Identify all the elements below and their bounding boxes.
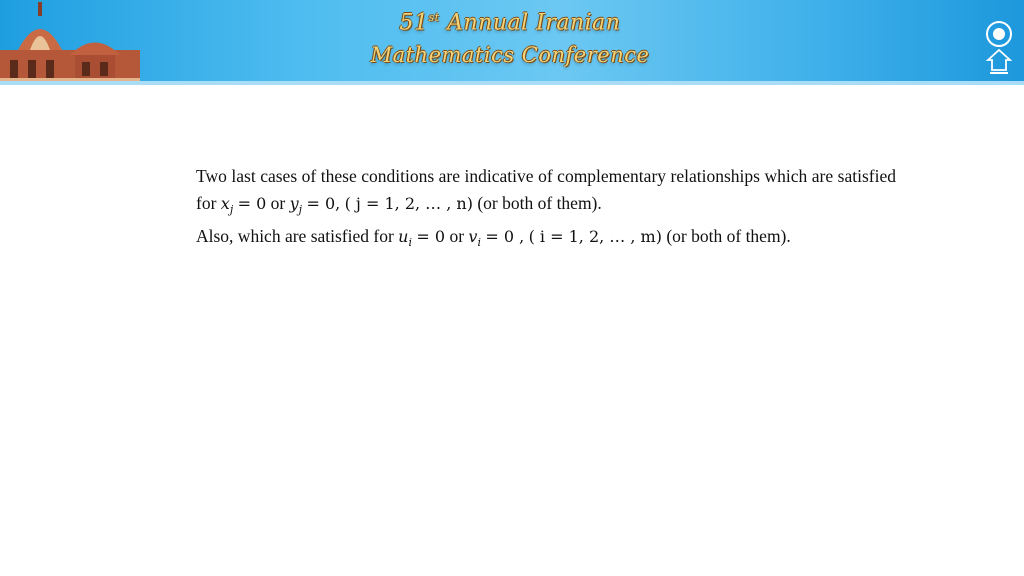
p2-or: or — [449, 226, 465, 246]
p1-or: or — [270, 192, 286, 213]
math-range-i: ( i = 1, 2, … , m) — [528, 227, 662, 246]
math-v: v — [468, 227, 478, 246]
math-eq0: = 0 — [237, 193, 267, 213]
math-y: y — [289, 193, 299, 213]
p2-text: Also, which are satisfied for — [196, 226, 394, 246]
p1-tail: (or both of them). — [477, 192, 602, 213]
math-x: x — [220, 193, 230, 213]
math-range-j: ( j = 1, 2, … , n) — [344, 193, 473, 213]
math-j-sub-2: j — [298, 202, 303, 216]
math-eq0-comma: = 0, — [306, 193, 341, 213]
math-u: u — [398, 227, 409, 246]
conference-title-line2: Mathematics Conference — [370, 43, 650, 68]
slide-body — [196, 163, 896, 257]
paragraph-complementary — [196, 163, 896, 257]
math-eq0-space: = 0 , — [485, 227, 525, 246]
building-illustration — [0, 0, 140, 85]
conference-title — [360, 2, 660, 71]
p1-text: Two last cases of these conditions are indicative of complementary relationships which are satisfied for — [196, 166, 896, 213]
math-j-sub: j — [229, 202, 234, 216]
university-logo-icon — [984, 20, 1014, 76]
math-i-sub: i — [408, 236, 413, 249]
math-i-sub-2: i — [477, 236, 481, 249]
p2-tail: (or both of them). — [666, 226, 791, 246]
header-banner — [0, 0, 1024, 85]
conference-title-line1: 51st Annual Iranian — [399, 10, 621, 36]
math-eq0-u: = 0 — [416, 227, 446, 246]
